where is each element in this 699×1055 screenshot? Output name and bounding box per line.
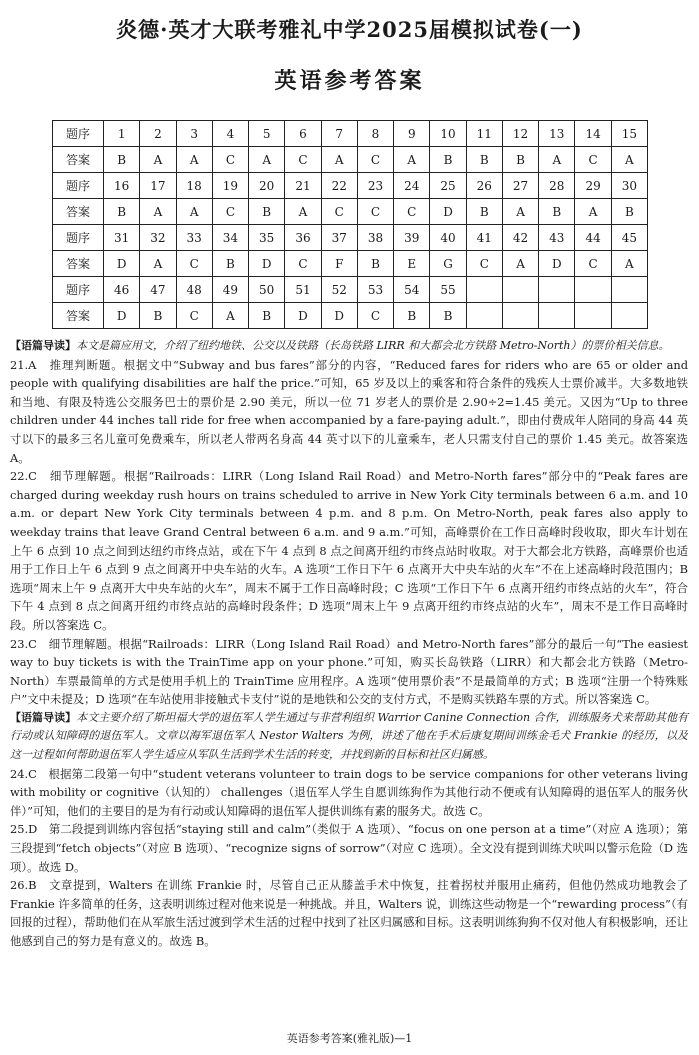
answer-cell: B — [249, 199, 285, 225]
question-number-cell: 21 — [285, 173, 321, 199]
question-number-cell: 27 — [502, 173, 538, 199]
answer-cell: B — [140, 303, 176, 329]
question-number-cell: 5 — [249, 121, 285, 147]
answer-cell: B — [466, 199, 502, 225]
question-number-cell: 13 — [539, 121, 575, 147]
answer-row-label: 答案 — [53, 147, 104, 173]
answer-row-label: 答案 — [53, 251, 104, 277]
question-number-row — [53, 225, 648, 251]
explanations — [10, 337, 688, 951]
question-number-cell: 48 — [176, 277, 212, 303]
answer-cell: D — [539, 251, 575, 277]
answer-cell: D — [104, 303, 140, 329]
answer-cell: B — [430, 303, 466, 329]
question-number-cell: 14 — [575, 121, 611, 147]
question-number-cell: 53 — [357, 277, 393, 303]
question-number-cell: 54 — [394, 277, 430, 303]
question-number-cell: 15 — [611, 121, 647, 147]
answer-cell: C — [321, 199, 357, 225]
answer-cell: A — [575, 199, 611, 225]
question-number-cell: 11 — [466, 121, 502, 147]
question-number-cell: 8 — [357, 121, 393, 147]
question-number-cell: 52 — [321, 277, 357, 303]
answer-cell: D — [249, 251, 285, 277]
question-number-cell: 23 — [357, 173, 393, 199]
question-number-cell: 46 — [104, 277, 140, 303]
answer-cell: C — [575, 251, 611, 277]
question-number-cell: 35 — [249, 225, 285, 251]
question-number-cell — [611, 277, 647, 303]
answer-cell: B — [502, 147, 538, 173]
answer-table — [52, 120, 648, 329]
question-number-cell — [575, 277, 611, 303]
answer-row-label: 答案 — [53, 199, 104, 225]
reading-guide — [10, 337, 688, 356]
question-number-cell: 39 — [394, 225, 430, 251]
question-number-cell: 9 — [394, 121, 430, 147]
question-number-cell: 51 — [285, 277, 321, 303]
answer-cell: C — [212, 199, 248, 225]
reading-guide-tag: 【语篇导读】 — [10, 339, 76, 352]
answer-cell: C — [357, 303, 393, 329]
question-number-cell: 43 — [539, 225, 575, 251]
question-number-cell: 12 — [502, 121, 538, 147]
reading-guide-text: 本文是篇应用文，介绍了纽约地铁、公交以及铁路（长岛铁路 LIRR 和大都会北方铁路 Metro-North）的票价相关信息。 — [76, 339, 670, 352]
question-row-label: 题序 — [53, 173, 104, 199]
question-number-cell: 19 — [212, 173, 248, 199]
answer-cell: G — [430, 251, 466, 277]
question-number-cell: 36 — [285, 225, 321, 251]
answer-cell: A — [176, 147, 212, 173]
question-row-label: 题序 — [53, 277, 104, 303]
question-number-cell: 18 — [176, 173, 212, 199]
answer-cell: A — [285, 199, 321, 225]
answer-cell: C — [285, 147, 321, 173]
question-number-cell: 33 — [176, 225, 212, 251]
answer-cell: A — [140, 199, 176, 225]
reading-guide-tag: 【语篇导读】 — [10, 710, 77, 724]
answer-row — [53, 199, 648, 225]
question-number-cell: 29 — [575, 173, 611, 199]
answer-row-label: 答案 — [53, 303, 104, 329]
answer-cell: F — [321, 251, 357, 277]
reading-guide-text: 本文主要介绍了斯坦福大学的退伍军人学生通过与非营利组织 Warrior Canine Connection 合作，训练服务犬来帮助其他有行动或认知障碍的退伍军人。文章以海军退伍军人 Nestor Walters 为例，讲述了他在手术后康复期间训练金毛犬 Frankie 的经历，以及这一过程如何帮助退伍军人学生适应从军队生活到学术生活的转变，并找到新的目标和社区归属感。 — [10, 710, 688, 762]
answer-cell: A — [140, 251, 176, 277]
answer-cell: C — [466, 251, 502, 277]
question-number-cell: 4 — [212, 121, 248, 147]
question-number-cell: 34 — [212, 225, 248, 251]
answer-explanation: 22.C 细节理解题。根据“Railroads：LIRR（Long Island Rail Road）and Metro-North fares”部分中的“Peak fares are charged during weekday rush hours on trains scheduled to arrive in New York City terminals between 6 a.m. and 10 a.m. or depart New York City terminals between 4 p.m. and 8 p.m. On Metro-North, peak fares also apply to weekday trains that leave Grand Central between 6 a.m. and 9 a.m.”可知，高峰票价在工作日高峰时段收取，即火车计划在上午 6 点到 10 点之间到达纽约市终点站，或在下午 4 点到 8 点之间离开纽约市终点站时收取。对于大都会北方铁路，高峰票价也适用于工作日上午 6 点到 9 点之间离开中央车站的火车。A 选项“工作日下午 6 点离开大中央车站的火车”不在上述高峰时段范围内；B 选项“周末上午 9 点离开大中央车站的火车”，周末不属于工作日高峰时段；C 选项“工作日下午 6 点离开纽约市终点站的火车”，符合下午 4 点到 8 点之间离开纽约市终点站的高峰时段条件；D 选项“周末上午 9 点离开纽约市终点站的火车”，周末不是工作日高峰时段。所以答案选 C。 — [10, 469, 688, 632]
question-number-cell: 7 — [321, 121, 357, 147]
answer-cell — [502, 303, 538, 329]
answer-row — [53, 251, 648, 277]
answer-cell: B — [249, 303, 285, 329]
answer-cell: C — [357, 147, 393, 173]
answer-cell: A — [502, 199, 538, 225]
answer-cell: B — [611, 199, 647, 225]
question-number-cell — [466, 277, 502, 303]
question-number-cell: 6 — [285, 121, 321, 147]
question-number-cell: 22 — [321, 173, 357, 199]
question-number-cell: 16 — [104, 173, 140, 199]
answer-cell: B — [357, 251, 393, 277]
question-number-cell: 30 — [611, 173, 647, 199]
answer-cell: B — [394, 303, 430, 329]
question-number-cell: 45 — [611, 225, 647, 251]
answer-cell: A — [394, 147, 430, 173]
answer-explanation: 26.B 文章提到，Walters 在训练 Frankie 时，尽管自己正从膝盖手术中恢复，拄着拐杖并服用止痛药，但他仍然成功地教会了 Frankie 许多简单的任务，这表明训练过程对他来说是一种挑战。并且，Walters 说，训练这些动物是一个“rewarding process”（有回报的过程），帮助他们在从军旅生活过渡到学术生活的过程中找到了社区归属感和目标。这表明训练狗狗不仅对他人有积极影响，还让他感到自己的努力是有意义的。故选 B。 — [10, 878, 688, 948]
answer-explanation: 25.D 第二段提到训练内容包括“staying still and calm”（类似于 A 选项）、“focus on one person at a time”（对应 A 选项）；第三段提到“fetch objects”（对应 B 选项）、“recognize signs of sorrow”（对应 C 选项）。全文没有提到训练犬吠叫以警示危险（D 选项）。故选 D。 — [10, 822, 688, 874]
answer-cell: B — [212, 251, 248, 277]
answer-cell: D — [321, 303, 357, 329]
question-number-cell: 38 — [357, 225, 393, 251]
question-number-cell: 44 — [575, 225, 611, 251]
question-number-cell: 1 — [104, 121, 140, 147]
answer-cell: C — [176, 303, 212, 329]
document-title: 英语参考答案 — [274, 69, 425, 94]
answer-cell: C — [285, 251, 321, 277]
question-number-cell: 41 — [466, 225, 502, 251]
answer-cell: B — [430, 147, 466, 173]
answer-cell: C — [394, 199, 430, 225]
question-number-cell: 37 — [321, 225, 357, 251]
exam-header-title: 炎德·英才大联考雅礼中学2025届模拟试卷(一) — [116, 17, 583, 42]
answer-cell — [611, 303, 647, 329]
answer-cell: A — [249, 147, 285, 173]
answer-cell: C — [176, 251, 212, 277]
answer-explanation: 24.C 根据第二段第一句中“student veterans volunteer to train dogs to be service companions for other veterans living with mobility or cognitive（认知的） challenges（退伍军人学生自愿训练狗作为其他行动不便或有认知障碍的退伍军人的服务伙伴）”可知，他们的主要目的是为有行动或认知障碍的退伍军人提供训练有素的服务犬。故选 C。 — [10, 766, 688, 818]
question-number-cell: 20 — [249, 173, 285, 199]
question-number-cell: 55 — [430, 277, 466, 303]
question-number-cell — [502, 277, 538, 303]
question-number-cell: 24 — [394, 173, 430, 199]
question-number-cell: 3 — [176, 121, 212, 147]
answer-cell — [539, 303, 575, 329]
answer-cell — [466, 303, 502, 329]
answer-row — [53, 303, 648, 329]
answer-explanation: 23.C 细节理解题。根据“Railroads：LIRR（Long Island Rail Road）and Metro-North fares”部分的最后一句“The easiest way to buy tickets is with the TrainTime app on your phone.”可知，购买长岛铁路（LIRR）和大都会北方铁路（Metro-North）车票最简单的方式是使用手机上的 TrainTime 应用程序。A 选项“使用票价表”不是最简单的方式；B 选项“注册一个特殊账户”文中未提及；D 选项“在车站使用非接触式卡支付”说的是地铁和公交的支付方式，不是购买铁路车票的方式。所以答案选 C。 — [10, 636, 688, 707]
question-row-label: 题序 — [53, 225, 104, 251]
page-footer: 英语参考答案(雅礼版)—1 — [286, 1032, 413, 1045]
question-number-cell: 17 — [140, 173, 176, 199]
answer-cell: B — [466, 147, 502, 173]
answer-cell: B — [104, 199, 140, 225]
answer-cell: E — [394, 251, 430, 277]
answer-row — [53, 147, 648, 173]
answer-cell: A — [176, 199, 212, 225]
question-number-cell: 47 — [140, 277, 176, 303]
answer-cell: A — [611, 251, 647, 277]
question-number-cell: 50 — [249, 277, 285, 303]
question-number-cell: 49 — [212, 277, 248, 303]
answer-cell: A — [611, 147, 647, 173]
answer-cell: C — [357, 199, 393, 225]
answer-cell: D — [285, 303, 321, 329]
answer-cell: A — [502, 251, 538, 277]
answer-cell: B — [539, 199, 575, 225]
reading-guide — [10, 709, 688, 765]
question-number-cell: 28 — [539, 173, 575, 199]
question-number-cell: 26 — [466, 173, 502, 199]
question-number-cell: 25 — [430, 173, 466, 199]
answer-cell: A — [321, 147, 357, 173]
question-number-row — [53, 173, 648, 199]
question-number-row — [53, 277, 648, 303]
answer-cell: C — [575, 147, 611, 173]
question-number-cell — [539, 277, 575, 303]
question-number-cell: 40 — [430, 225, 466, 251]
answer-cell — [575, 303, 611, 329]
answer-cell: A — [539, 147, 575, 173]
question-number-cell: 32 — [140, 225, 176, 251]
question-number-row — [53, 121, 648, 147]
answer-cell: C — [212, 147, 248, 173]
question-number-cell: 42 — [502, 225, 538, 251]
question-number-cell: 31 — [104, 225, 140, 251]
question-number-cell: 10 — [430, 121, 466, 147]
question-row-label: 题序 — [53, 121, 104, 147]
question-number-cell: 2 — [140, 121, 176, 147]
answer-cell: A — [212, 303, 248, 329]
answer-cell: A — [140, 147, 176, 173]
answer-cell: D — [104, 251, 140, 277]
answer-explanation: 21.A 推理判断题。根据文中“Subway and bus fares”部分的内容，“Reduced fares for riders who are 65 or older and people with qualifying disabilities are half the price.”可知，65 岁及以上的乘客和符合条件的残疾人士票价减半。大多数地铁和当地、有限及特选公交服务巴士的票价是 2.90 美元，所以一位 71 岁老人的票价是 2.90÷2=1.45 美元。又因为“Up to three children under 44 inches tall ride for free when accompanied by a fare-paying adult.”，即由付费成年人陪同的身高 44 英寸以下的最多三名儿童可免费乘车，所以老人带两名身高 44 英寸以下的儿童乘车，老人只需支付自己的票价 1.45 美元。故答案选 A。 — [10, 357, 688, 465]
answer-cell: D — [430, 199, 466, 225]
answer-cell: B — [104, 147, 140, 173]
